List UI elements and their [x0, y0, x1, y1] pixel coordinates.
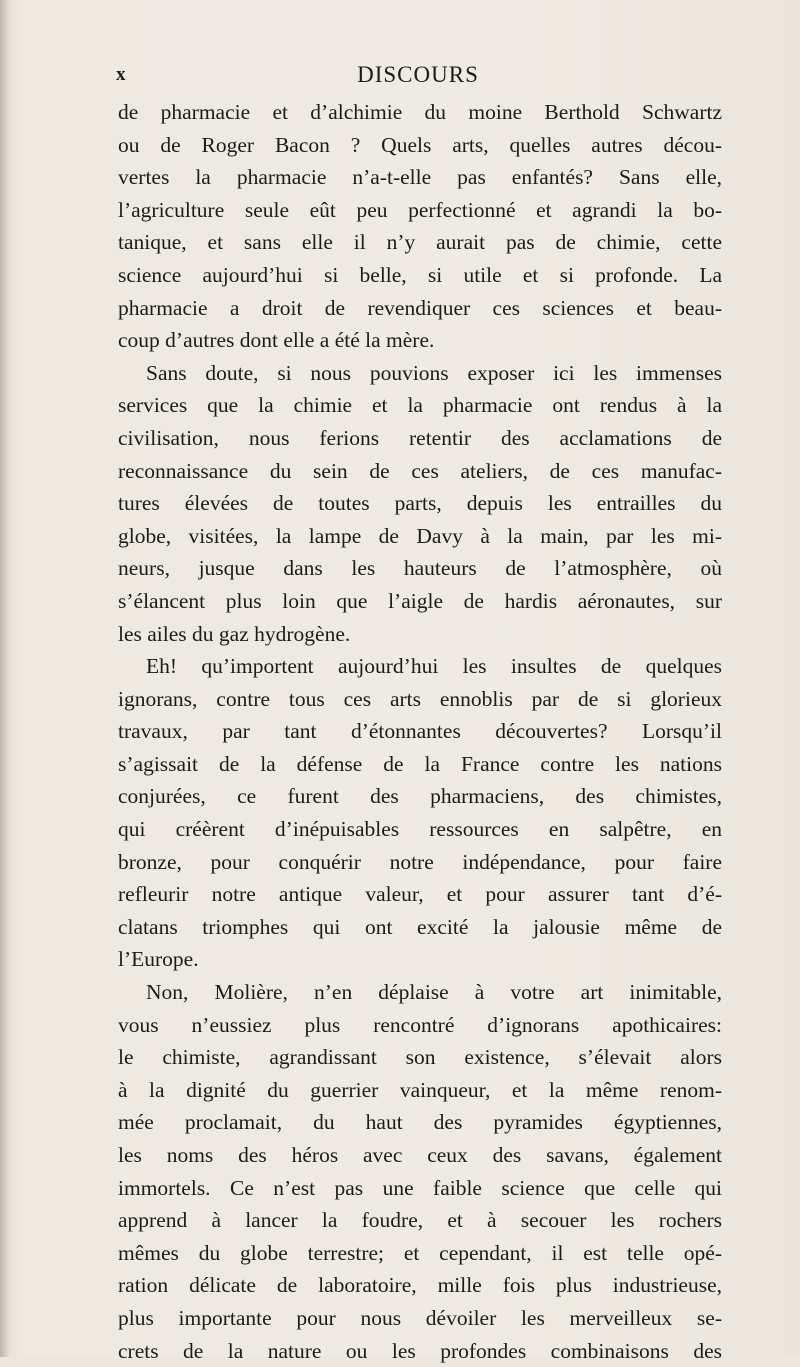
- binding-shadow: [0, 0, 10, 1357]
- text-line: les noms des héros avec ceux des savans, également: [118, 1143, 722, 1167]
- text-line: conjurées, ce furent des pharmaciens, des chimistes,: [118, 784, 722, 809]
- text-line: clatans triomphes qui ont excité la jalousie même de: [118, 914, 722, 939]
- text-line: services que la chimie et la pharmacie ont rendus à la: [118, 393, 722, 418]
- text-line: pharmacie a droit de revendiquer ces sciences et beau-: [118, 295, 722, 320]
- text-line: à la dignité du guerrier vainqueur, et la même renom-: [118, 1077, 722, 1102]
- text-line: Eh! qu’importent aujourd’hui les insultes de quelques: [146, 654, 722, 679]
- text-line: les ailes du gaz hydrogène.: [118, 621, 351, 646]
- text-line: immortels. Ce n’est pas une faible science que celle qui: [118, 1175, 722, 1200]
- text-line: vous n’eussiez plus rencontré d’ignorans apothicaires:: [118, 1012, 722, 1037]
- body-text: [118, 96, 722, 1367]
- text-line: plus importante pour nous dévoiler les merveilleux se-: [118, 1305, 722, 1330]
- page-number: x: [116, 64, 126, 85]
- text-line: tures élevées de toutes parts, depuis les entrailles du: [118, 491, 722, 516]
- text-line: mée proclamait, du haut des pyramides égyptiennes,: [118, 1110, 722, 1135]
- text-line: refleurir notre antique valeur, et pour assurer tant d’é-: [118, 882, 722, 907]
- text-line: ou de Roger Bacon ? Quels arts, quelles autres décou-: [118, 132, 722, 157]
- text-line: science aujourd’hui si belle, si utile et si profonde. La: [118, 262, 722, 287]
- text-line: l’Europe.: [118, 947, 199, 972]
- text-line: Non, Molière, n’en déplaise à votre art inimitable,: [146, 980, 722, 1005]
- text-line: Sans doute, si nous pouvions exposer ici les immenses: [146, 360, 722, 385]
- page-header: [116, 62, 720, 92]
- text-line: vertes la pharmacie n’a-t-elle pas enfantés? Sans elle,: [118, 165, 722, 190]
- text-line: neurs, jusque dans les hauteurs de l’atmosphère, où: [118, 556, 722, 581]
- text-line: travaux, par tant d’étonnantes découvertes? Lorsqu’il: [118, 719, 722, 744]
- text-line: le chimiste, agrandissant son existence, s’élevait alors: [118, 1045, 722, 1070]
- text-line: civilisation, nous ferions retentir des acclamations de: [118, 425, 722, 450]
- text-line: reconnaissance du sein de ces ateliers, de ces manufac-: [118, 458, 722, 483]
- text-line: qui créèrent d’inépuisables ressources en salpêtre, en: [118, 817, 722, 842]
- text-line: l’agriculture seule eût peu perfectionné et agrandi la bo-: [118, 197, 722, 222]
- text-line: apprend à lancer la foudre, et à secouer les rochers: [118, 1208, 722, 1233]
- text-line: globe, visitées, la lampe de Davy à la main, par les mi-: [118, 523, 722, 548]
- text-line: ignorans, contre tous ces arts ennoblis par de si glorieux: [118, 686, 722, 711]
- text-line: ration délicate de laboratoire, mille fois plus industrieuse,: [118, 1273, 722, 1298]
- running-title: DISCOURS: [357, 62, 479, 87]
- text-line: coup d’autres dont elle a été la mère.: [118, 328, 435, 353]
- text-line: de pharmacie et d’alchimie du moine Berthold Schwartz: [118, 100, 722, 124]
- text-line: bronze, pour conquérir notre indépendance, pour faire: [118, 849, 722, 874]
- text-line: crets de la nature ou les profondes combinaisons des: [118, 1338, 722, 1363]
- text-line: mêmes du globe terrestre; et cependant, il est telle opé-: [118, 1240, 722, 1265]
- text-line: s’élancent plus loin que l’aigle de hardis aéronautes, sur: [118, 588, 722, 613]
- text-line: s’agissait de la défense de la France contre les nations: [118, 751, 722, 776]
- text-line: tanique, et sans elle il n’y aurait pas de chimie, cette: [118, 230, 722, 255]
